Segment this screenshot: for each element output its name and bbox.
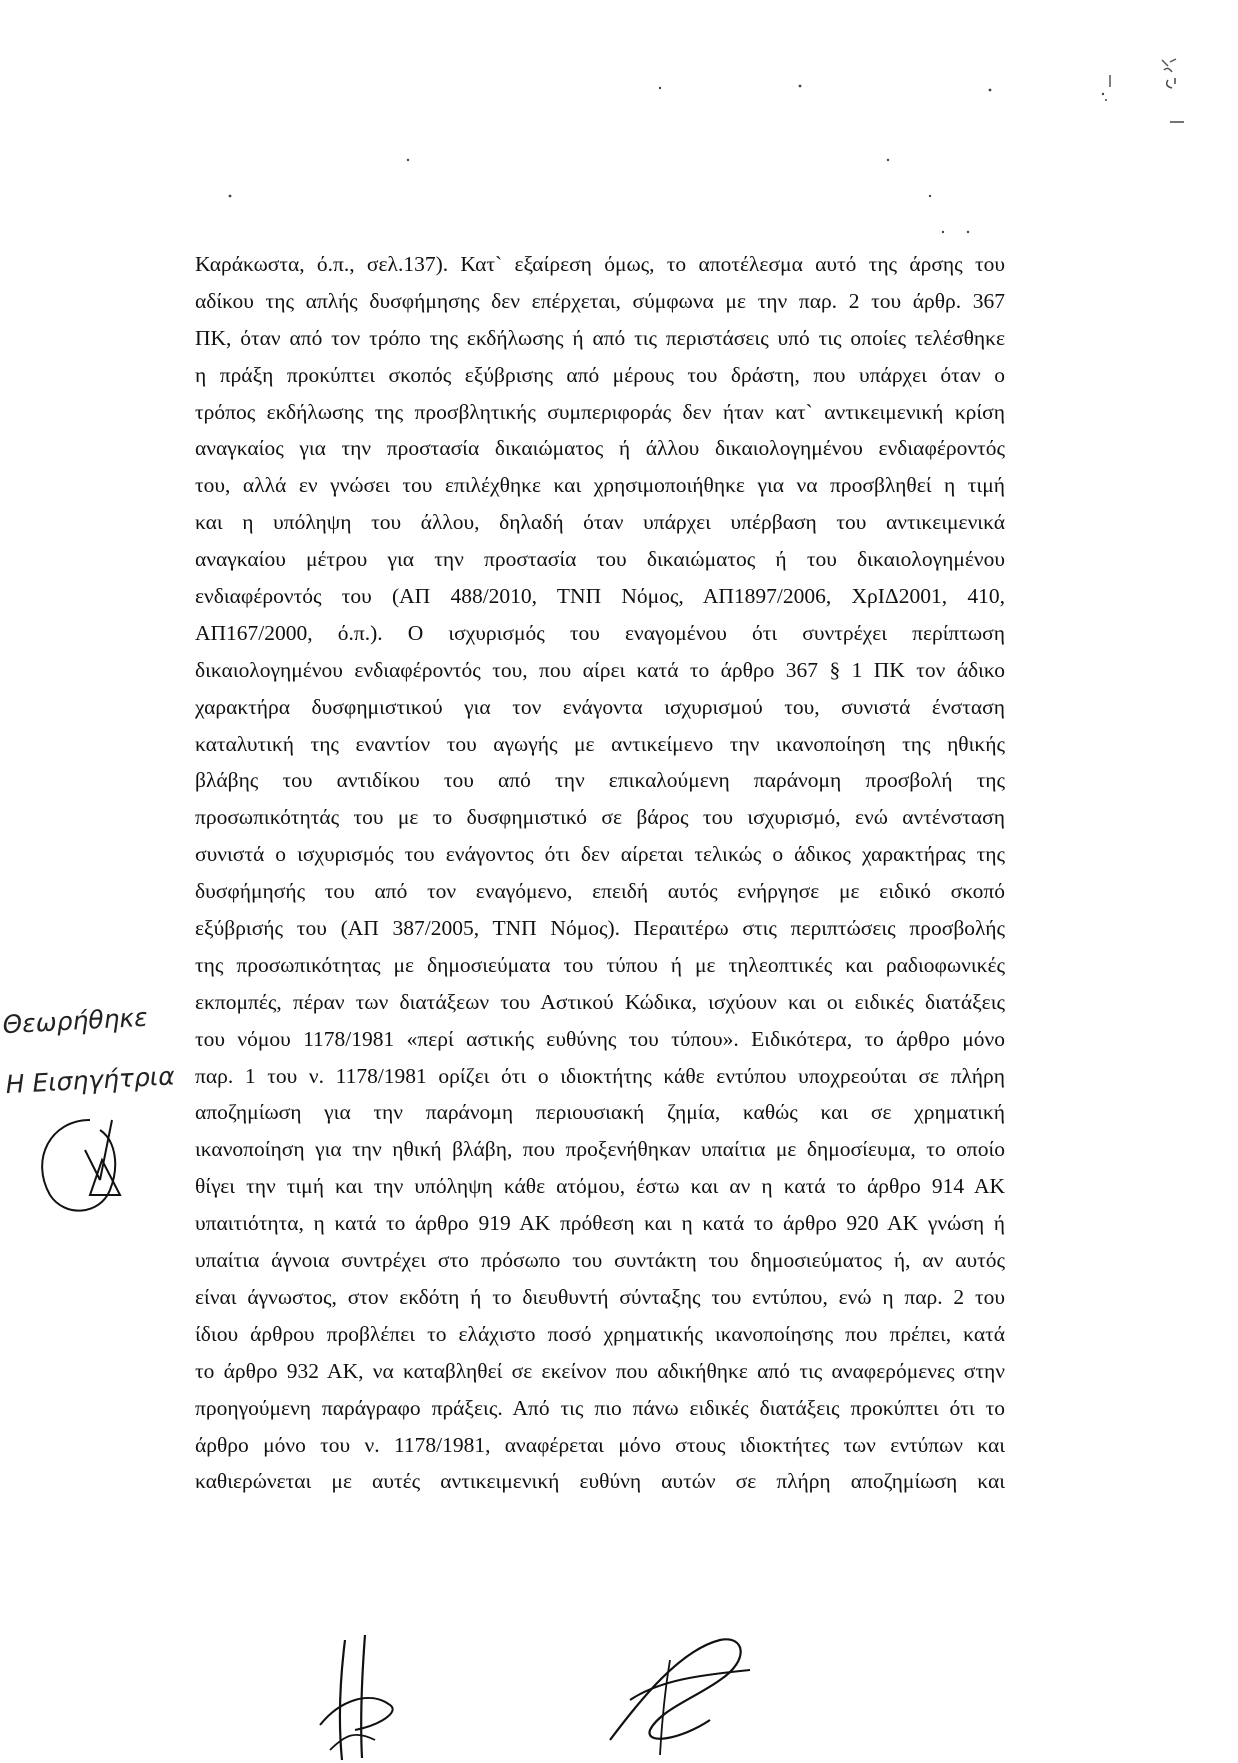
body-line: εκπομπές, πέραν των διατάξεων του Αστικού Κώδικα, ισχύουν και οι ειδικές διατάξεις xyxy=(195,989,1005,1014)
signature-margin xyxy=(30,1100,170,1220)
body-line: υπαίτια άγνοια συντρέχει στο πρόσωπο του συντάκτη του δημοσιεύματος ή, αν αυτός xyxy=(195,1248,1005,1273)
signature-bottom-left xyxy=(300,1630,420,1763)
body-line: αδίκου της απλής δυσφήμησης δεν επέρχεται, σύμφωνα με την παρ. 2 του άρθρ. 367 xyxy=(195,288,1005,313)
body-line: θίγει την τιμή και την υπόληψη κάθε ατόμου, έστω και αν η κατά το άρθρο 914 ΑΚ xyxy=(195,1174,1005,1199)
body-line: προηγούμενη παράγραφο πράξεις. Από τις πιο πάνω ειδικές διατάξεις προκύπτει ότι το xyxy=(195,1395,1005,1420)
body-line: καθιερώνεται με αυτές αντικειμενική ευθύνη αυτών σε πλήρη αποζημίωση και xyxy=(195,1469,1005,1494)
body-line: ίδιου άρθρου προβλέπει το ελάχιστο ποσό χρηματικής ικανοποίησης που πρέπει, κατά xyxy=(195,1321,1005,1346)
body-line: του, αλλά εν γνώσει του επιλέχθηκε και χρησιμοποιήθηκε για να προσβληθεί η τιμή xyxy=(195,473,1005,498)
body-line: του νόμου 1178/1981 «περί αστικής ευθύνης του τύπου». Ειδικότερα, το άρθρο μόνο xyxy=(195,1026,1005,1051)
body-line: παρ. 1 του ν. 1178/1981 ορίζει ότι ο ιδιοκτήτης κάθε εντύπου υποχρεούται σε πλήρη xyxy=(195,1063,1005,1088)
body-line: δυσφήμησής του από τον εναγόμενο, επειδή αυτός ενήργησε με ειδικό σκοπό xyxy=(195,879,1005,904)
margin-note xyxy=(1,985,207,1115)
body-line: τρόπος εκδήλωσης της προσβλητικής συμπεριφοράς δεν ήταν κατ` αντικειμενική κρίση xyxy=(195,399,1005,424)
body-line: και η υπόληψη του άλλου, δηλαδή όταν υπάρχει υπέρβαση του αντικειμενικά xyxy=(195,510,1005,535)
body-line: προσωπικότητάς του με το δυσφημιστικό σε βάρος του ισχυρισμό, ενώ αντένσταση xyxy=(195,805,1005,830)
body-line: δικαιολογημένου ενδιαφέροντός του, που αίρει κατά το άρθρο 367 § 1 ΠΚ τον άδικο xyxy=(195,657,1005,682)
signature-bottom-right xyxy=(600,1620,760,1760)
body-line: το άρθρο 932 ΑΚ, να καταβληθεί σε εκείνον που αδικήθηκε από τις αναφερόμενες στην xyxy=(195,1358,1005,1383)
body-line: βλάβης του αντιδίκου του από την επικαλούμενη παράνομη προσβολή της xyxy=(195,768,1005,793)
body-line: άρθρο μόνο του ν. 1178/1981, αναφέρεται μόνο στους ιδιοκτήτες των εντύπων και xyxy=(195,1432,1005,1457)
body-line: ΑΠ167/2000, ό.π.). Ο ισχυρισμός του εναγομένου ότι συντρέχει περίπτωση xyxy=(195,620,1005,645)
body-line: συνιστά ο ισχυρισμός του ενάγοντος ότι δεν αίρεται τελικώς ο άδικος χαρακτήρας της xyxy=(195,842,1005,867)
body-line: καταλυτική της εναντίον του αγωγής με αντικείμενο την ικανοποίηση της ηθικής xyxy=(195,731,1005,756)
body-line: αναγκαίος για την προστασία δικαιώματος ή άλλου δικαιολογημένου ενδιαφέροντός xyxy=(195,436,1005,461)
body-line: χαρακτήρα δυσφημιστικού για τον ενάγοντα ισχυρισμού του, συνιστά ένσταση xyxy=(195,694,1005,719)
body-line: ενδιαφέροντός του (ΑΠ 488/2010, ΤΝΠ Νόμος, ΑΠ1897/2006, ΧρΙΔ2001, 410, xyxy=(195,584,1005,609)
body-line: της προσωπικότητας με δημοσιεύματα του τύπου ή με τηλεοπτικές και ραδιοφωνικές xyxy=(195,952,1005,977)
body-line: Καράκωστα, ό.π., σελ.137). Κατ` εξαίρεση όμως, το αποτέλεσμα αυτό της άρσης του xyxy=(195,252,1005,276)
body-line: αναγκαίου μέτρου για την προστασία του δικαιώματος ή του δικαιολογημένου xyxy=(195,547,1005,572)
body-line: ΠΚ, όταν από τον τρόπο της εκδήλωσης ή από τις περιστάσεις υπό τις οποίες τελέσθηκε xyxy=(195,325,1005,350)
body-line: είναι άγνωστος, στον εκδότη ή το διευθυντή σύνταξης του εντύπου, ενώ η παρ. 2 του xyxy=(195,1284,1005,1309)
body-line: υπαιτιότητα, η κατά το άρθρο 919 ΑΚ πρόθεση και η κατά το άρθρο 920 ΑΚ γνώση ή xyxy=(195,1211,1005,1236)
margin-note-line: Θεωρήθηκε xyxy=(1,1002,149,1040)
body-line: ικανοποίηση για την ηθική βλάβη, που προξενήθηκαν υπαίτια με δημοσίευμα, το οποίο xyxy=(195,1137,1005,1162)
body-line: εξύβρισής του (ΑΠ 387/2005, ΤΝΠ Νόμος). Περαιτέρω στις περιπτώσεις προσβολής xyxy=(195,916,1005,941)
page-number-mark xyxy=(1100,40,1220,140)
margin-note-line: Η Εισηγήτρια xyxy=(4,1061,176,1100)
document-body xyxy=(195,246,1005,1500)
body-line: η πράξη προκύπτει σκοπός εξύβρισης από μέρους του δράστη, που υπάρχει όταν ο xyxy=(195,362,1005,387)
body-line: αποζημίωση για την παράνομη περιουσιακή ζημία, καθώς και σε χρηματική xyxy=(195,1100,1005,1125)
